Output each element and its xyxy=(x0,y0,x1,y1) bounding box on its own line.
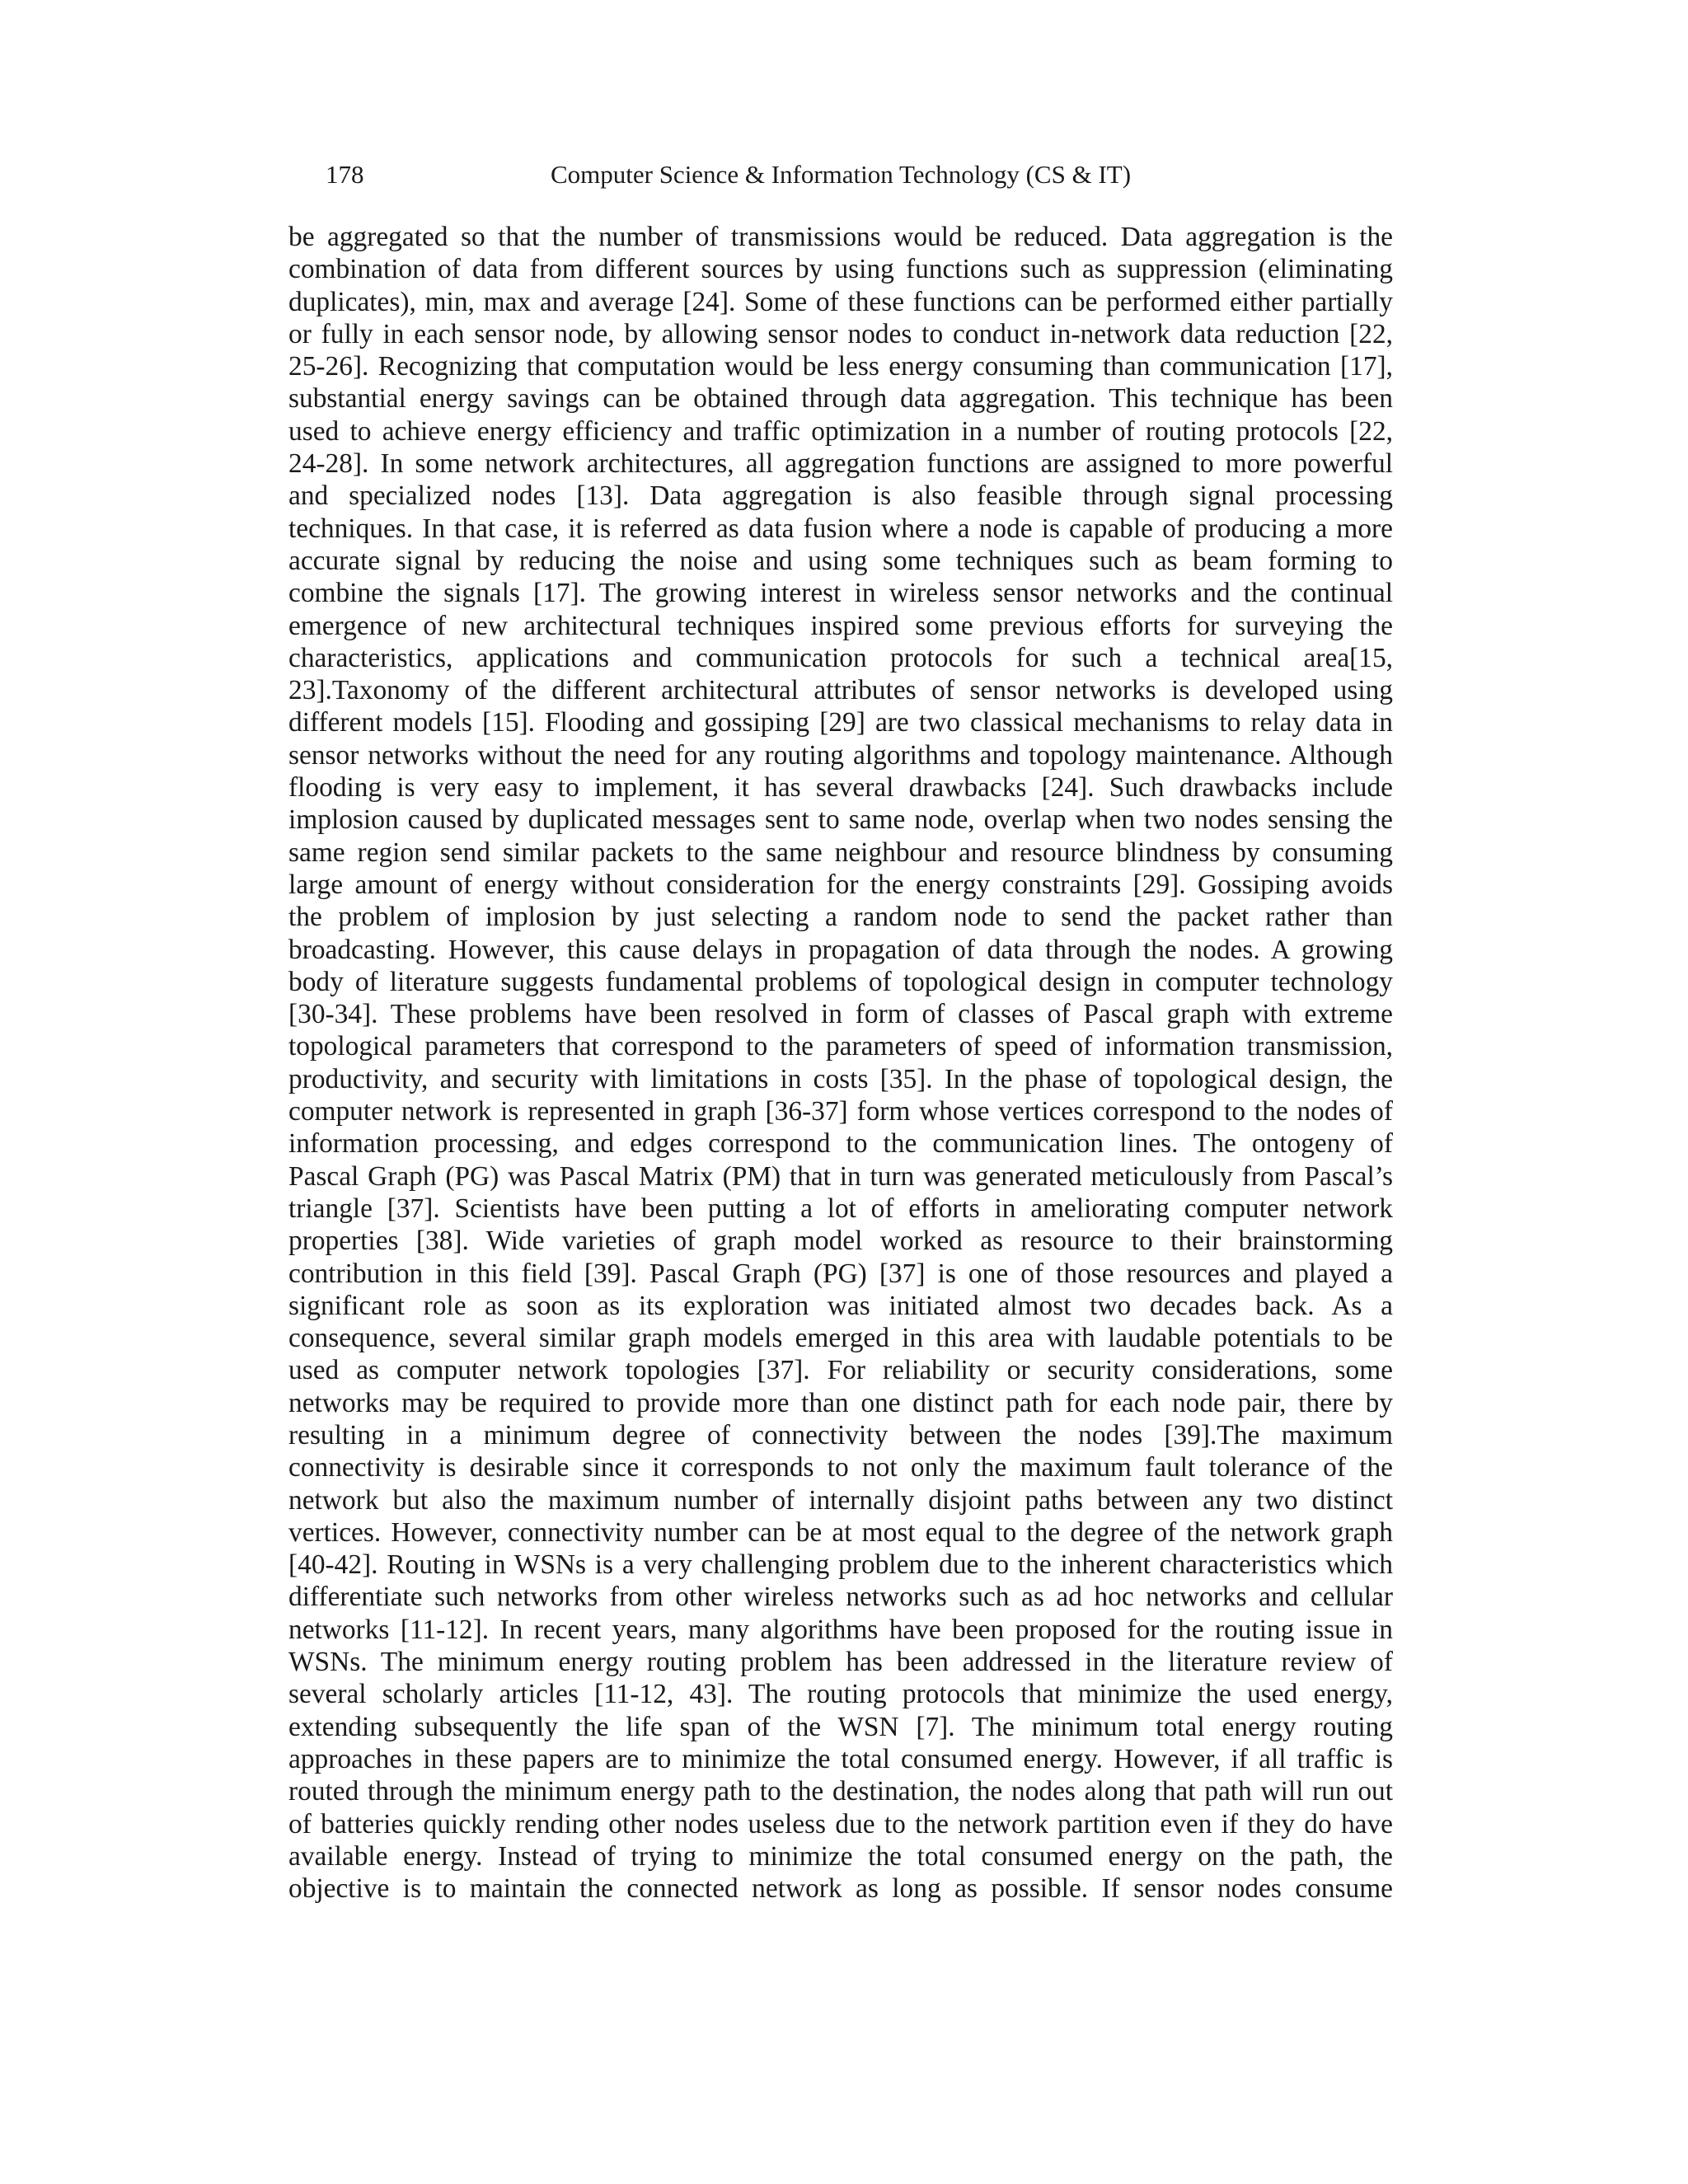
text-line: [30-34]. These problems have been resolved in form of classes of Pascal graph with extreme xyxy=(288,999,1393,1030)
text-line: connectivity is desirable since it corresponds to not only the maximum fault tolerance of the xyxy=(288,1452,1393,1483)
text-line: duplicates), min, max and average [24]. Some of these functions can be performed either partially xyxy=(288,286,1393,317)
text-line: [40-42]. Routing in WSNs is a very challenging problem due to the inherent characteristics which xyxy=(288,1549,1393,1581)
text-line: 23].Taxonomy of the different architectural attributes of sensor networks is developed using xyxy=(288,675,1393,706)
text-line: used as computer network topologies [37]. For reliability or security considerations, some xyxy=(288,1355,1393,1386)
text-line: emergence of new architectural techniques inspired some previous efforts for surveying the xyxy=(288,610,1393,641)
text-line: 25-26]. Recognizing that computation would be less energy consuming than communication [17], xyxy=(288,351,1393,382)
text-line: body of literature suggests fundamental problems of topological design in computer technology xyxy=(288,966,1393,997)
text-line: different models [15]. Flooding and gossiping [29] are two classical mechanisms to relay data in xyxy=(288,707,1393,738)
text-line: differentiate such networks from other wireless networks such as ad hoc networks and cellular xyxy=(288,1582,1393,1613)
text-line: or fully in each sensor node, by allowing sensor nodes to conduct in-network data reduction [22, xyxy=(288,318,1393,349)
text-line: extending subsequently the life span of the WSN [7]. The minimum total energy routing xyxy=(288,1711,1393,1742)
text-line: consequence, several similar graph models emerged in this area with laudable potentials to be xyxy=(288,1323,1393,1354)
text-line: available energy. Instead of trying to minimize the total consumed energy on the path, the xyxy=(288,1840,1393,1872)
text-line: computer network is represented in graph [36-37] form whose vertices correspond to the nodes of xyxy=(288,1096,1393,1127)
running-head: Computer Science & Information Technology (CS & IT) xyxy=(550,160,1132,189)
text-line: properties [38]. Wide varieties of graph model worked as resource to their brainstorming xyxy=(288,1226,1393,1257)
text-line: used to achieve energy efficiency and traffic optimization in a number of routing protocols [22, xyxy=(288,415,1393,447)
text-line: characteristics, applications and communication protocols for such a technical area[15, xyxy=(288,642,1393,673)
text-line: flooding is very easy to implement, it has several drawbacks [24]. Such drawbacks include xyxy=(288,772,1393,804)
text-line: approaches in these papers are to minimize the total consumed energy. However, if all traffic is xyxy=(288,1743,1393,1774)
text-line: vertices. However, connectivity number can be at most equal to the degree of the network graph xyxy=(288,1516,1393,1548)
text-line: WSNs. The minimum energy routing problem has been addressed in the literature review of xyxy=(288,1647,1393,1678)
text-line: topological parameters that correspond to the parameters of speed of information transmission, xyxy=(288,1031,1393,1062)
text-line: networks [11-12]. In recent years, many algorithms have been proposed for the routing issue in xyxy=(288,1614,1393,1645)
text-line: large amount of energy without consideration for the energy constraints [29]. Gossiping avoids xyxy=(288,869,1393,900)
text-line: combination of data from different sources by using functions such as suppression (eliminating xyxy=(288,254,1393,285)
text-line: objective is to maintain the connected network as long as possible. If sensor nodes consume xyxy=(288,1873,1393,1905)
text-line: implosion caused by duplicated messages sent to same node, overlap when two nodes sensing the xyxy=(288,804,1393,836)
text-line: broadcasting. However, this cause delays in propagation of data through the nodes. A growing xyxy=(288,934,1393,965)
text-line: be aggregated so that the number of transmissions would be reduced. Data aggregation is the xyxy=(288,222,1393,252)
text-line: accurate signal by reducing the noise and using some techniques such as beam forming to xyxy=(288,545,1393,576)
text-line: information processing, and edges correspond to the communication lines. The ontogeny of xyxy=(288,1128,1393,1160)
text-line: substantial energy savings can be obtained through data aggregation. This technique has been xyxy=(288,383,1393,415)
text-line: several scholarly articles [11-12, 43]. The routing protocols that minimize the used energy, xyxy=(288,1679,1393,1710)
text-line: significant role as soon as its exploration was initiated almost two decades back. As a xyxy=(288,1290,1393,1321)
text-line: Pascal Graph (PG) was Pascal Matrix (PM) that in turn was generated meticulously from Pascal’s xyxy=(288,1160,1393,1192)
text-line: the problem of implosion by just selecting a random node to send the packet rather than xyxy=(288,902,1393,933)
text-line: combine the signals [17]. The growing interest in wireless sensor networks and the continual xyxy=(288,578,1393,609)
text-line: networks may be required to provide more than one distinct path for each node pair, there by xyxy=(288,1387,1393,1418)
text-line: sensor networks without the need for any routing algorithms and topology maintenance. Although xyxy=(288,739,1393,771)
text-line: and specialized nodes [13]. Data aggregation is also feasible through signal processing xyxy=(288,480,1393,512)
text-line: productivity, and security with limitations in costs [35]. In the phase of topological design, the xyxy=(288,1063,1393,1094)
text-line: routed through the minimum energy path to the destination, the nodes along that path will run out xyxy=(288,1776,1393,1807)
body-paragraph xyxy=(288,221,1393,1905)
text-line: techniques. In that case, it is referred as data fusion where a node is capable of producing a more xyxy=(288,513,1393,544)
text-line: triangle [37]. Scientists have been putting a lot of efforts in ameliorating computer network xyxy=(288,1193,1393,1224)
text-line: network but also the maximum number of internally disjoint paths between any two distinct xyxy=(288,1484,1393,1516)
text-line: of batteries quickly rending other nodes useless due to the network partition even if they do have xyxy=(288,1808,1393,1840)
page-number: 178 xyxy=(326,160,364,189)
text-line: same region send similar packets to the same neighbour and resource blindness by consuming xyxy=(288,837,1393,868)
text-line: contribution in this field [39]. Pascal Graph (PG) [37] is one of those resources and played a xyxy=(288,1258,1393,1289)
text-line: 24-28]. In some network architectures, all aggregation functions are assigned to more powerful xyxy=(288,448,1393,480)
text-line: resulting in a minimum degree of connectivity between the nodes [39].The maximum xyxy=(288,1419,1393,1451)
